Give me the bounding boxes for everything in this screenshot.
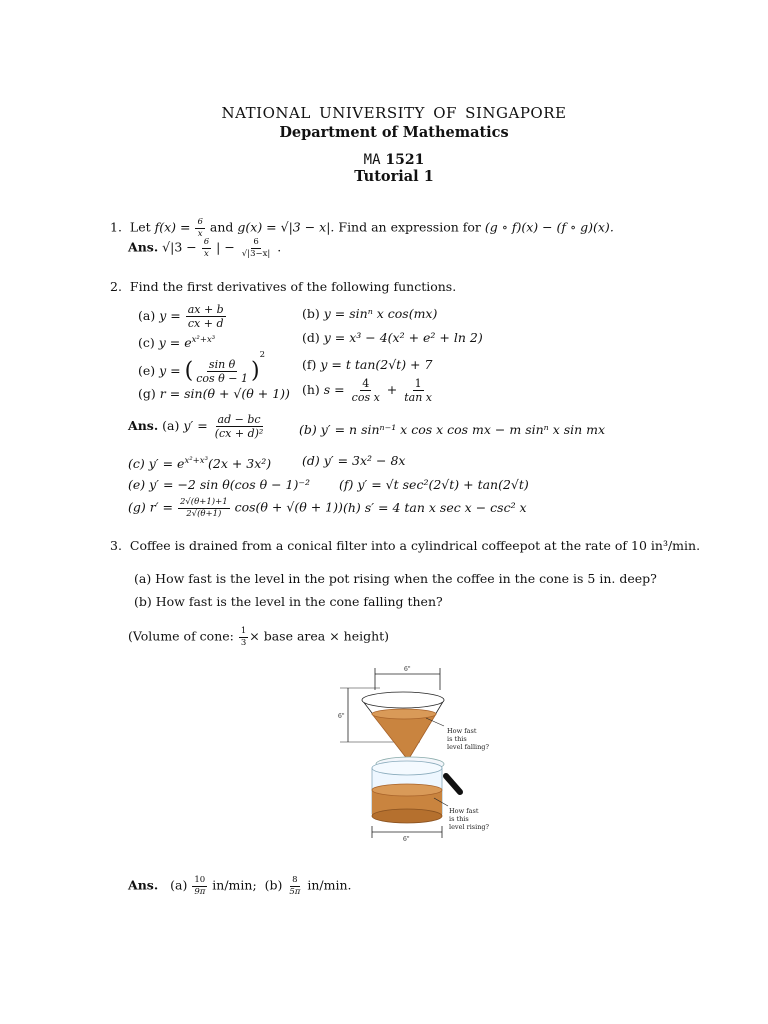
q2-e-paren-open: ( [184, 358, 194, 384]
q2-ans-e [128, 477, 310, 493]
q2-ans-c-rest: (2x + 3x²) [207, 456, 272, 472]
q2-ans-g [128, 498, 343, 518]
q1-ans-label: Ans. [128, 239, 159, 255]
fig-side-dim: 6" [338, 713, 345, 720]
course-prefix: MA [363, 152, 381, 168]
q2-a-label: (a) [138, 308, 156, 323]
q2-ans-b-expr: (b) y′ = n sinⁿ⁻¹ x cos x cos mx − m sinⁿ x sin mx [299, 422, 606, 437]
q3-part-b: (b) How fast is the level in the cone falling then? [134, 594, 443, 609]
q2-d-expr: y = x³ − 4(x² + e² + ln 2) [323, 330, 483, 345]
q3-vol-num: 1 [240, 626, 247, 636]
course-code [0, 152, 768, 168]
q2-e-num: sin θ [208, 358, 236, 371]
q2-ans-g-den: 2√(θ+1) [186, 508, 222, 519]
q1-expression: (g ∘ f)(x) − (f ∘ g)(x). [484, 219, 614, 235]
q3-ans-a-unit: in/min; [212, 877, 257, 893]
q1-ans-frac1-den: x [204, 248, 209, 259]
q3-answer [128, 876, 352, 896]
q2-ans-a-label: (a) [162, 418, 180, 433]
q3-vol-den: 3 [240, 637, 247, 648]
figure-drawing [340, 668, 460, 838]
q2-a-fraction [186, 304, 226, 329]
q1-g-definition: g(x) = √|3 − x|. [237, 219, 335, 235]
q1-ans-frac1 [202, 238, 211, 258]
q2-ans-e-expr: (e) y′ = −2 sin θ(cos θ − 1)⁻² [128, 477, 310, 492]
q2-h-lhs: s = [323, 382, 345, 397]
q3-ans-b-num: 8 [292, 875, 298, 885]
q1-fraction [195, 218, 204, 238]
q2-text: Find the first derivatives of the following functions. [129, 279, 457, 294]
q2-ans-c-expr: (c) y′ = e [128, 456, 185, 472]
q2-e-den: cos θ − 1 [196, 372, 248, 385]
q2-part-a [138, 304, 227, 329]
q3-vol-left: (Volume of cone: [128, 628, 234, 644]
q2-ans-g-label: (g) r′ = [128, 499, 173, 515]
q2-h-den2: tan x [404, 391, 433, 404]
q2-e-paren-close: ) [251, 358, 260, 384]
q2-ans-h [343, 500, 527, 516]
q1-ans-left: √|3 − [162, 239, 197, 255]
q3-ans-b-den: 5π [289, 886, 301, 897]
q2-a-den: cx + d [187, 317, 224, 330]
fig-label-rising-1: How fast [449, 807, 479, 815]
q2-part-g [138, 386, 290, 402]
q2-ans-label: Ans. [128, 418, 159, 433]
q1-answer [128, 238, 281, 258]
q3-ans-b-unit: in/min. [307, 877, 352, 893]
q3-ans-b-fraction [287, 876, 302, 896]
q1-line [110, 218, 614, 238]
fig-label-rising-3: level rising? [449, 823, 490, 831]
fig-label-rising-2: is this [449, 815, 469, 823]
q2-f-label: (f) [302, 357, 317, 372]
q3-volume-note [128, 627, 389, 647]
q1-ans-end: . [277, 239, 282, 255]
q2-f-expr: y = t tan(2√t) + 7 [320, 357, 433, 372]
q2-ans-g-num: 2√(θ+1)+1 [179, 497, 228, 507]
q2-e-lhs: y = [159, 363, 181, 378]
q2-ans-d [302, 453, 406, 469]
q2-part-d [302, 330, 483, 346]
q2-number: 2. [110, 279, 122, 294]
department-name: Department of Mathematics [279, 124, 509, 141]
q2-h-num2: 1 [414, 377, 422, 390]
q2-ans-f-expr: (f) y′ = √t sec²(2√t) + tan(2√t) [339, 477, 529, 492]
q2-c-label: (c) [138, 335, 155, 351]
fig-label-falling-2: is this [447, 735, 467, 743]
fig-top-dim: 6" [404, 666, 411, 673]
q3-ans-a-num: 10 [194, 875, 206, 885]
q2-ans-f [339, 477, 529, 493]
q3-part-a: (a) How fast is the level in the pot rising when the coffee in the cone is 5 in. deep? [134, 571, 657, 586]
q3-ans-a-label: (a) [170, 877, 188, 893]
q3-ans-a-den: 9π [194, 886, 206, 897]
q2-ans-a-num: ad − bc [217, 413, 261, 426]
q1-f-definition: f(x) = [154, 219, 191, 235]
q2-c-expr: y = e [158, 335, 192, 351]
fig-label-falling-3: level falling? [447, 743, 489, 751]
q2-line [110, 279, 456, 295]
q1-ans-mid: | − [216, 239, 235, 255]
q2-h-label: (h) [302, 382, 320, 397]
q1-text: Let [129, 219, 151, 235]
q3-number: 3. [110, 538, 122, 553]
q3-ans-label: Ans. [128, 877, 159, 893]
q2-e-pow: 2 [259, 350, 266, 360]
q1-number: 1. [110, 219, 122, 235]
q3-line [110, 538, 700, 554]
q2-ans-h-expr: (h) s′ = 4 tan x sec x − csc² x [343, 500, 527, 515]
q1-ans-frac2-num: 6 [253, 237, 259, 247]
q1-ans-frac2-den: √|3−x| [241, 248, 271, 259]
q2-h-num1: 4 [362, 377, 370, 390]
course-number: 1521 [385, 152, 425, 168]
fig-bottom-dim: 6" [403, 836, 410, 843]
q3-ans-a-fraction [192, 876, 207, 896]
q2-ans-a-den: (cx + d)² [214, 427, 264, 440]
q3-vol-fraction [239, 627, 248, 647]
university-name: NATIONAL UNIVERSITY OF SINGAPORE [221, 104, 567, 122]
q1-frac-den: x [197, 228, 203, 239]
q2-h-plus: + [386, 382, 398, 397]
q2-part-e [138, 347, 265, 384]
q2-e-label: (e) [138, 363, 156, 378]
q2-a-lhs: y = [159, 308, 181, 323]
q2-part-b [302, 306, 437, 322]
q2-ans-a [128, 414, 266, 439]
q2-h-fraction1 [350, 378, 382, 403]
q2-ans-c [128, 453, 271, 472]
q2-part-f [302, 357, 432, 373]
q2-h-fraction2 [402, 378, 434, 403]
q2-h-den1: cos x [351, 391, 380, 404]
q2-ans-g-rest: cos(θ + √(θ + 1)) [234, 499, 343, 515]
q2-ans-a-lhs: y′ = [183, 418, 208, 433]
q2-part-h [302, 378, 435, 403]
q2-e-fraction [194, 359, 250, 384]
q2-ans-b [299, 422, 605, 438]
coffee-filter-figure [330, 660, 510, 850]
q2-ans-d-expr: (d) y′ = 3x² − 8x [302, 453, 406, 468]
q2-c-sup: x²+x³ [191, 335, 216, 345]
q2-d-label: (d) [302, 330, 320, 345]
q3-ans-b-label: (b) [264, 877, 283, 893]
q1-frac-num: 6 [197, 217, 203, 227]
q2-g-expr: r = sin(θ + √(θ + 1)) [159, 386, 290, 401]
q1-ans-frac1-num: 6 [203, 237, 210, 247]
q2-ans-a-fraction [213, 414, 266, 439]
tutorial-title: Tutorial 1 [354, 168, 434, 185]
q2-b-expr: y = sinⁿ x cos(mx) [323, 306, 438, 321]
q3-vol-right: × base area × height) [249, 628, 390, 644]
fig-label-falling-1: How fast [447, 727, 477, 735]
q2-ans-c-sup: x²+x³ [184, 456, 208, 466]
q1-ans-frac2 [240, 238, 272, 258]
q2-ans-g-fraction [178, 498, 230, 518]
q3-text: Coffee is drained from a conical filter into a cylindrical coffeepot at the rate of 10 in³/min. [129, 538, 701, 553]
q1-prompt: Find an expression for [338, 219, 481, 235]
q2-b-label: (b) [302, 306, 320, 321]
q2-g-label: (g) [138, 386, 156, 401]
q1-and: and [209, 219, 234, 235]
q2-a-num: ax + b [187, 303, 224, 316]
